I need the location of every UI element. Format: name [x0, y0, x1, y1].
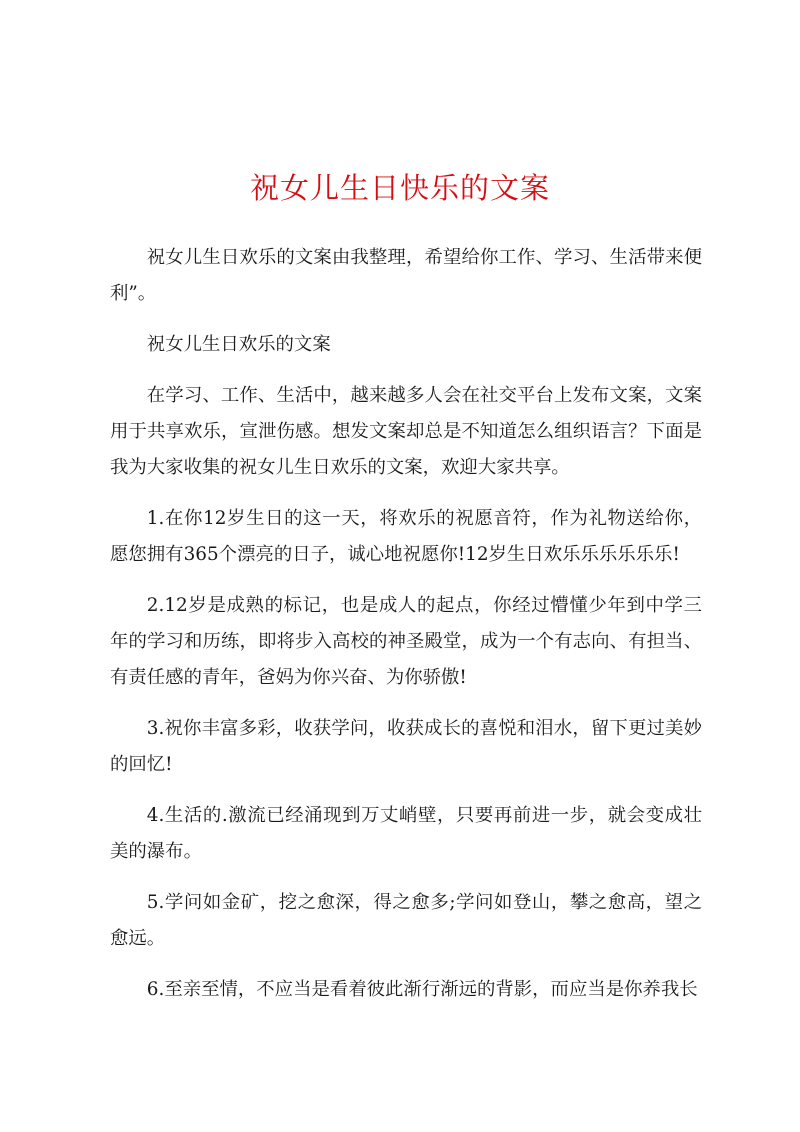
- document-title: 祝女儿生日快乐的文案: [249, 171, 550, 205]
- description-paragraph: 在学习、工作、生活中，越来越多人会在社交平台上发布文案，文案用于共享欢乐，宣泄伤感。想发文案却总是不知道怎么组织语言？下面是我为大家收集的祝女儿生日欢乐的文案，欢迎大家共享。: [110, 385, 702, 478]
- wish-item-2: 2.12岁是成熟的标记，也是成人的起点，你经过懵懂少年到中学三年的学习和历练，即将步入高校的神圣殿堂，成为一个有志向、有担当、有责任感的青年，爸妈为你兴奋、为你骄傲!: [110, 595, 702, 688]
- wish-item-4: 4.生活的.激流已经涌现到万丈峭壁，只要再前进一步，就会变成壮美的瀑布。: [110, 805, 702, 862]
- wish-item-5: 5.学问如金矿，挖之愈深，得之愈多;学问如登山，攀之愈高，望之愈远。: [110, 892, 702, 949]
- wish-item-6: 6.至亲至情，不应当是看着彼此渐行渐远的背影，而应当是你养我长: [146, 979, 698, 1000]
- wish-item-1: 1.在你12岁生日的这一天，将欢乐的祝愿音符，作为礼物送给你，愿您拥有365个漂亮的日子，诚心地祝愿你!12岁生日欢乐乐乐乐乐乐!: [110, 508, 702, 565]
- intro-paragraph: 祝女儿生日欢乐的文案由我整理，希望给你工作、学习、生活带来便利”。: [110, 247, 702, 304]
- section-heading: 祝女儿生日欢乐的文案: [146, 334, 331, 355]
- document-body: [110, 240, 702, 1008]
- wish-item-3: 3.祝你丰富多彩，收获学问，收获成长的喜悦和泪水，留下更过美妙的回忆!: [110, 718, 702, 775]
